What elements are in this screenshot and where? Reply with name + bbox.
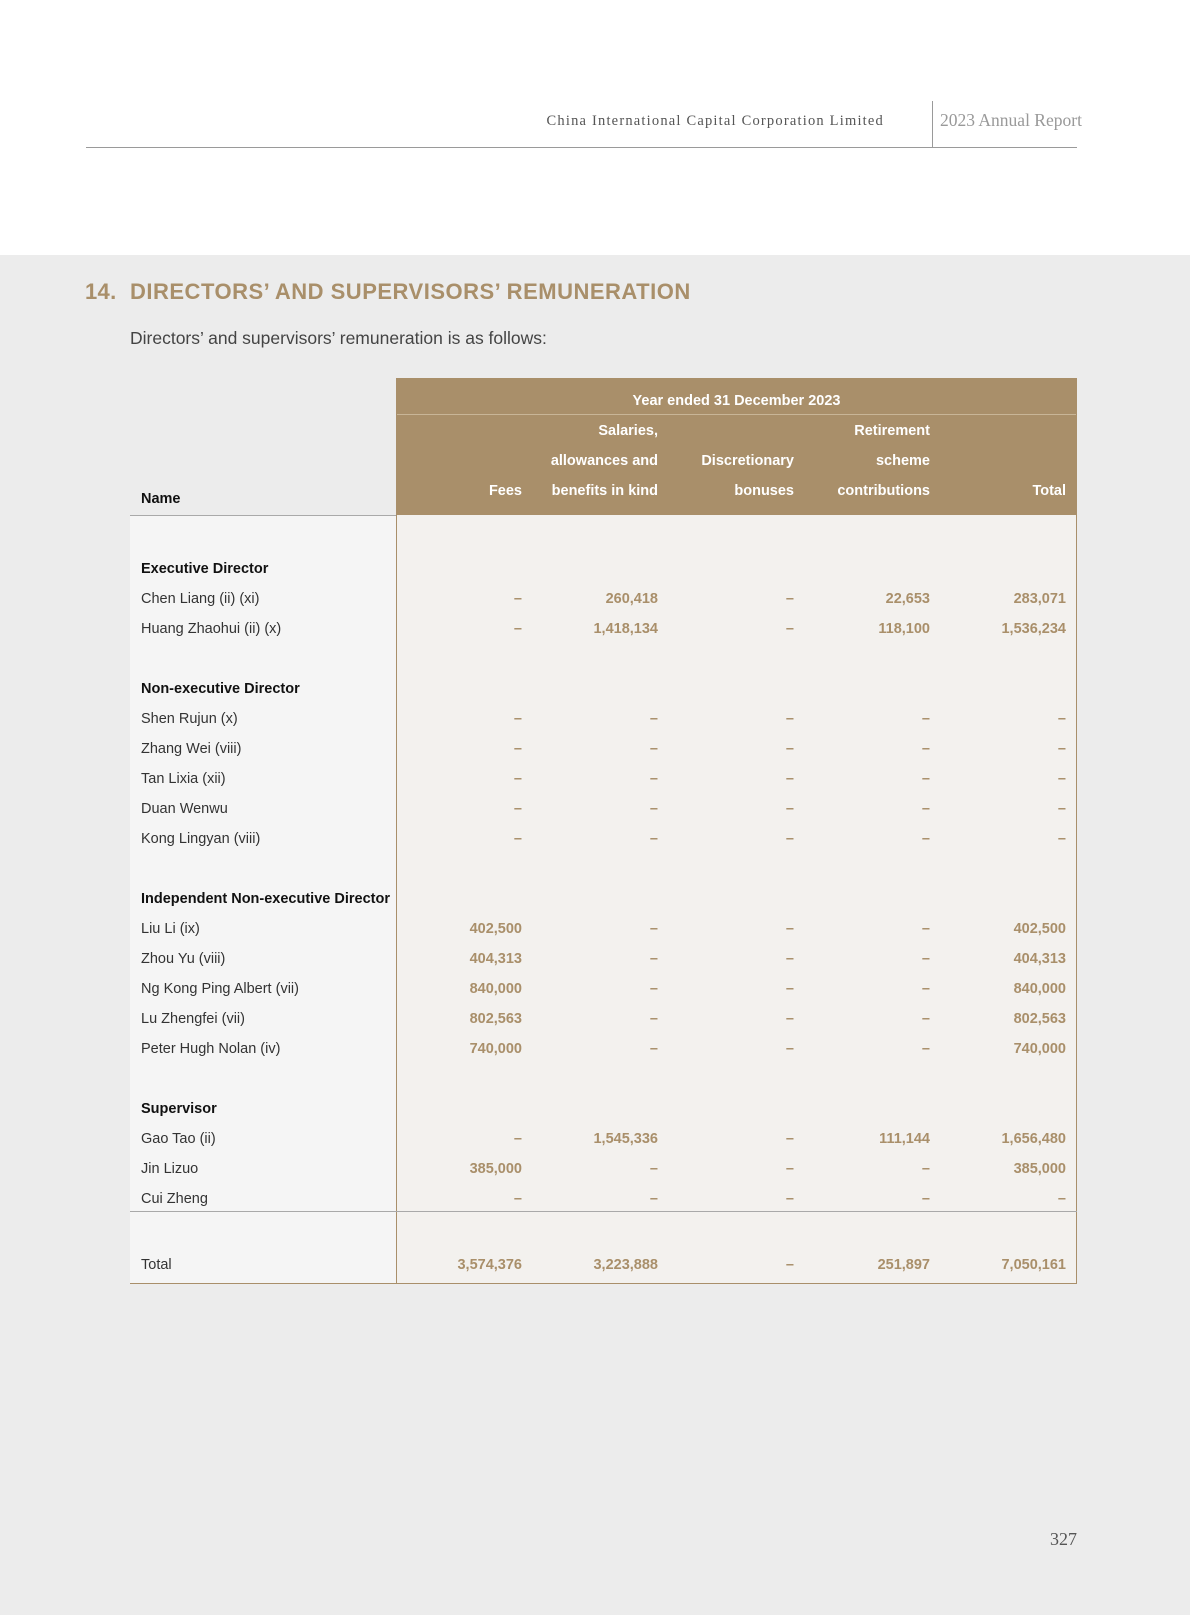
page-header	[0, 0, 1190, 255]
column-header-line: Salaries,	[598, 423, 658, 439]
value-cell: –	[513, 741, 522, 757]
value-cell: 22,653	[885, 591, 930, 607]
value-cell: –	[513, 831, 522, 847]
value-cell: 1,536,234	[1001, 621, 1066, 637]
person-name: Jin Lizuo	[141, 1161, 199, 1177]
person-name: Lu Zhengfei (vii)	[141, 1011, 245, 1027]
value-cell: –	[649, 711, 658, 727]
person-name: Tan Lixia (xii)	[141, 771, 226, 787]
value-cell: 283,071	[1013, 591, 1066, 607]
table-row	[0, 1124, 1190, 1154]
value-cell: 260,418	[605, 591, 658, 607]
column-header-line: Retirement	[854, 423, 930, 439]
value-cell: –	[785, 711, 794, 727]
value-cell: –	[921, 771, 930, 787]
person-name: Cui Zheng	[141, 1191, 208, 1207]
value-cell: –	[785, 591, 794, 607]
value-cell: –	[513, 711, 522, 727]
value-cell: –	[649, 831, 658, 847]
value-cell: 1,418,134	[593, 621, 658, 637]
value-cell: –	[921, 1011, 930, 1027]
value-cell: –	[1057, 801, 1066, 817]
company-name: China International Capital Corporation Limited	[546, 113, 884, 129]
table-row	[0, 794, 1190, 824]
table-row	[0, 734, 1190, 764]
header-rule	[86, 147, 1077, 148]
value-cell: –	[921, 981, 930, 997]
value-cell: –	[785, 831, 794, 847]
group-label: Supervisor	[141, 1101, 217, 1117]
total-value-cell: 251,897	[877, 1257, 930, 1273]
table-row	[0, 614, 1190, 644]
value-cell: –	[513, 771, 522, 787]
value-cell: –	[649, 771, 658, 787]
value-cell: –	[649, 1161, 658, 1177]
value-cell: –	[1057, 771, 1066, 787]
column-header-line: scheme	[875, 453, 930, 469]
value-cell: 1,656,480	[1001, 1131, 1066, 1147]
value-cell: 740,000	[1013, 1041, 1066, 1057]
table-row	[0, 584, 1190, 614]
value-cell: 840,000	[1013, 981, 1066, 997]
value-cell: –	[649, 951, 658, 967]
page-number: 327	[1050, 1529, 1077, 1549]
table-row	[0, 1004, 1190, 1034]
value-cell: –	[649, 1011, 658, 1027]
total-value-cell: 3,574,376	[457, 1257, 522, 1273]
value-cell: 402,500	[1013, 921, 1066, 937]
value-cell: 385,000	[1013, 1161, 1066, 1177]
value-cell: 1,545,336	[593, 1131, 658, 1147]
person-name: Gao Tao (ii)	[141, 1131, 216, 1147]
column-header-line: bonuses	[734, 483, 794, 499]
value-cell: –	[921, 801, 930, 817]
value-cell: –	[785, 921, 794, 937]
person-name: Liu Li (ix)	[141, 921, 200, 937]
value-cell: –	[513, 1191, 522, 1207]
value-cell: –	[921, 921, 930, 937]
value-cell: 802,563	[1013, 1011, 1066, 1027]
value-cell: –	[513, 591, 522, 607]
group-heading-row	[0, 884, 1190, 914]
value-cell: –	[921, 1191, 930, 1207]
table-row	[0, 704, 1190, 734]
table-header-divider	[396, 414, 1077, 415]
person-name: Duan Wenwu	[141, 801, 228, 817]
value-cell: –	[921, 831, 930, 847]
value-cell: –	[921, 951, 930, 967]
value-cell: 404,313	[1013, 951, 1066, 967]
value-cell: –	[785, 1161, 794, 1177]
value-cell: –	[649, 1041, 658, 1057]
section-title: DIRECTORS’ AND SUPERVISORS’ REMUNERATION	[130, 279, 691, 304]
column-header-line: contributions	[837, 483, 930, 499]
value-cell: –	[649, 981, 658, 997]
value-cell: –	[513, 1131, 522, 1147]
value-cell: –	[785, 771, 794, 787]
value-cell: –	[921, 1041, 930, 1057]
value-cell: –	[1057, 831, 1066, 847]
group-label: Executive Director	[141, 561, 269, 577]
total-value-cell: 7,050,161	[1001, 1257, 1066, 1273]
value-cell: –	[921, 1161, 930, 1177]
value-cell: –	[785, 1191, 794, 1207]
table-row	[0, 1154, 1190, 1184]
total-row	[0, 1250, 1190, 1280]
value-cell: –	[785, 1041, 794, 1057]
value-cell: 385,000	[469, 1161, 522, 1177]
column-header-line: allowances and	[550, 453, 658, 469]
value-cell: –	[785, 801, 794, 817]
value-cell: 118,100	[878, 621, 930, 637]
period-header: Year ended 31 December 2023	[632, 393, 841, 409]
total-value-cell: –	[785, 1257, 794, 1273]
value-cell: –	[921, 741, 930, 757]
name-column-header: Name	[141, 491, 181, 507]
person-name: Zhou Yu (viii)	[141, 951, 226, 967]
value-cell: 740,000	[469, 1041, 522, 1057]
header-divider	[932, 101, 933, 147]
value-cell: 802,563	[469, 1011, 522, 1027]
value-cell: –	[785, 1131, 794, 1147]
person-name: Ng Kong Ping Albert (vii)	[141, 981, 299, 997]
value-cell: –	[649, 801, 658, 817]
person-name: Chen Liang (ii) (xi)	[141, 591, 260, 607]
total-value-cell: 3,223,888	[593, 1257, 658, 1273]
table-row	[0, 1184, 1190, 1214]
value-cell: –	[649, 921, 658, 937]
value-cell: 402,500	[469, 921, 522, 937]
column-header-line: Discretionary	[701, 453, 794, 469]
value-cell: –	[513, 621, 522, 637]
section-number: 14.	[85, 279, 117, 304]
table-row	[0, 1034, 1190, 1064]
total-label: Total	[141, 1257, 172, 1273]
table-bottom-rule	[130, 1283, 1077, 1284]
value-cell: 404,313	[469, 951, 522, 967]
value-cell: –	[785, 1011, 794, 1027]
value-cell: –	[785, 621, 794, 637]
section-intro: Directors’ and supervisors’ remuneration is as follows:	[130, 328, 547, 348]
group-heading-row	[0, 554, 1190, 584]
person-name: Zhang Wei (viii)	[141, 741, 242, 757]
table-row	[0, 824, 1190, 854]
person-name: Shen Rujun (x)	[141, 711, 238, 727]
value-cell: –	[649, 741, 658, 757]
value-cell: –	[785, 951, 794, 967]
person-name: Peter Hugh Nolan (iv)	[141, 1041, 281, 1057]
value-cell: –	[1057, 741, 1066, 757]
value-cell: –	[785, 741, 794, 757]
group-heading-row	[0, 1094, 1190, 1124]
value-cell: –	[513, 801, 522, 817]
value-cell: 111,144	[879, 1131, 930, 1147]
header-bottom-rule	[130, 515, 396, 516]
table-row	[0, 764, 1190, 794]
column-header-line: benefits in kind	[551, 483, 658, 499]
table-row	[0, 944, 1190, 974]
group-label: Non-executive Director	[141, 681, 300, 697]
group-label: Independent Non-executive Director	[141, 891, 390, 907]
value-cell: –	[1057, 1191, 1066, 1207]
person-name: Huang Zhaohui (ii) (x)	[141, 621, 282, 637]
person-name: Kong Lingyan (viii)	[141, 831, 261, 847]
group-heading-row	[0, 674, 1190, 704]
value-cell: –	[649, 1191, 658, 1207]
table-row	[0, 914, 1190, 944]
value-cell: 840,000	[469, 981, 522, 997]
column-header-line: Fees	[488, 483, 522, 499]
value-cell: –	[1057, 711, 1066, 727]
value-cell: –	[785, 981, 794, 997]
value-cell: –	[921, 711, 930, 727]
table-row	[0, 974, 1190, 1004]
report-title: 2023 Annual Report	[940, 110, 1082, 130]
column-header-line: Total	[1032, 483, 1066, 499]
